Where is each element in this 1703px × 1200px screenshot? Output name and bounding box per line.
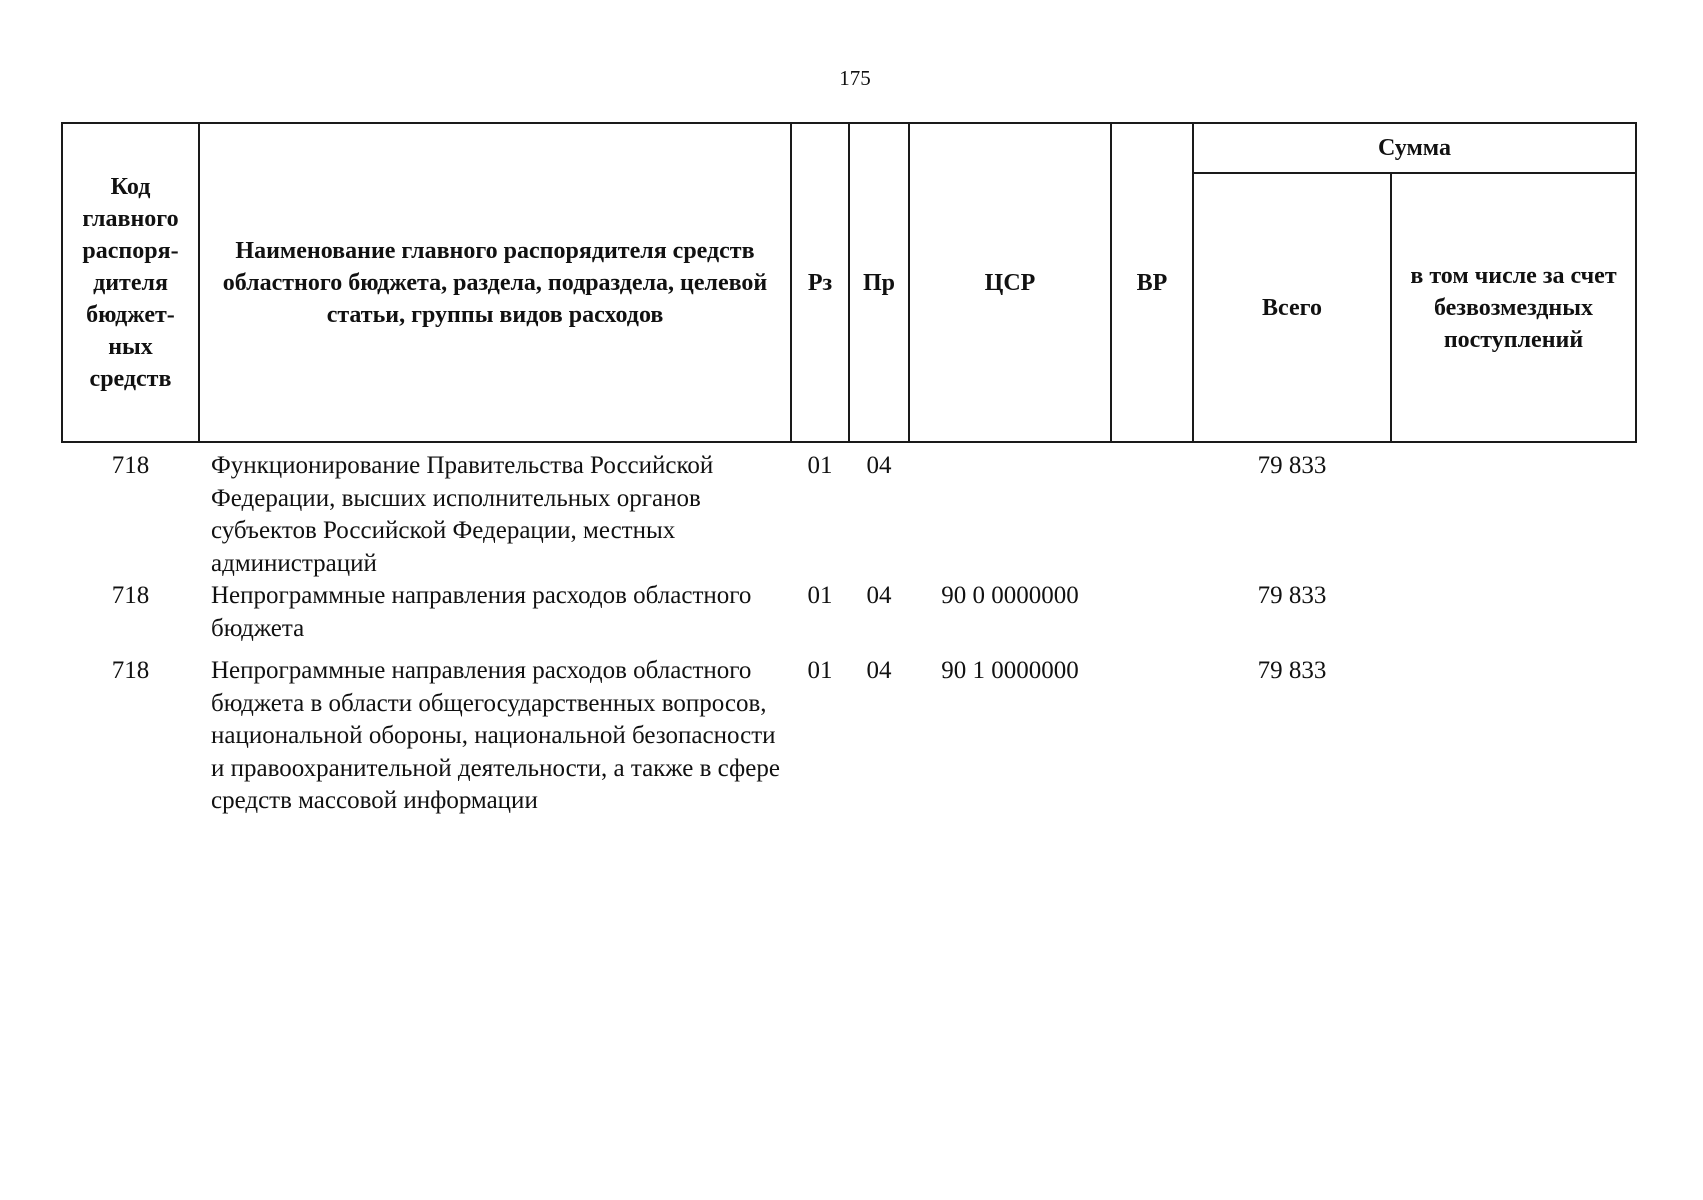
cell-rz: 01 [807,657,833,684]
header-code: Код главного распоря-дителя бюджет-ных средств [62,123,199,442]
cell-csr [909,442,1111,580]
cell-including [1391,645,1636,818]
cell-code: 718 [111,657,150,684]
header-rz: Рз [791,123,849,442]
budget-table [61,122,1637,818]
cell-csr: 90 0 0000000 [941,582,1079,609]
cell-rz: 01 [807,582,833,609]
table-row [62,580,1636,645]
cell-pr: 04 [866,452,892,479]
cell-name: Непрограммные направления расходов областного бюджета [211,582,752,642]
table-row [62,645,1636,818]
cell-total: 79 833 [1257,657,1327,684]
header-csr: ЦСР [909,123,1111,442]
header-row-top [62,123,1636,173]
cell-total: 79 833 [1257,582,1327,609]
cell-code: 718 [111,452,150,479]
cell-name: Функционирование Правительства Российской Федерации, высших исполнительных органов субъектов Российской Федерации, местных администраций [211,452,714,577]
cell-pr: 04 [866,657,892,684]
cell-vr [1111,442,1193,580]
cell-vr [1111,645,1193,818]
cell-name: Непрограммные направления расходов областного бюджета в области общегосударственных вопросов, национальной обороны, национальной безопасности и правоохранительной деятельности, а также в сфере средств массовой информации [211,657,780,814]
header-total: Всего [1193,173,1391,442]
header-name: Наименование главного распорядителя средств областного бюджета, раздела, подраздела, целевой статьи, группы видов расходов [199,123,791,442]
cell-vr [1111,580,1193,645]
cell-including [1391,580,1636,645]
cell-including [1391,442,1636,580]
header-pr: Пр [849,123,909,442]
cell-code: 718 [111,582,150,609]
cell-total: 79 833 [1257,452,1327,479]
header-vr: ВР [1111,123,1193,442]
header-including: в том числе за счет безвозмездных поступлений [1391,173,1636,442]
page-number: 175 [839,66,871,90]
cell-pr: 04 [866,582,892,609]
header-sum: Сумма [1193,123,1636,173]
cell-csr: 90 1 0000000 [941,657,1079,684]
table-row [62,442,1636,580]
cell-rz: 01 [807,452,833,479]
